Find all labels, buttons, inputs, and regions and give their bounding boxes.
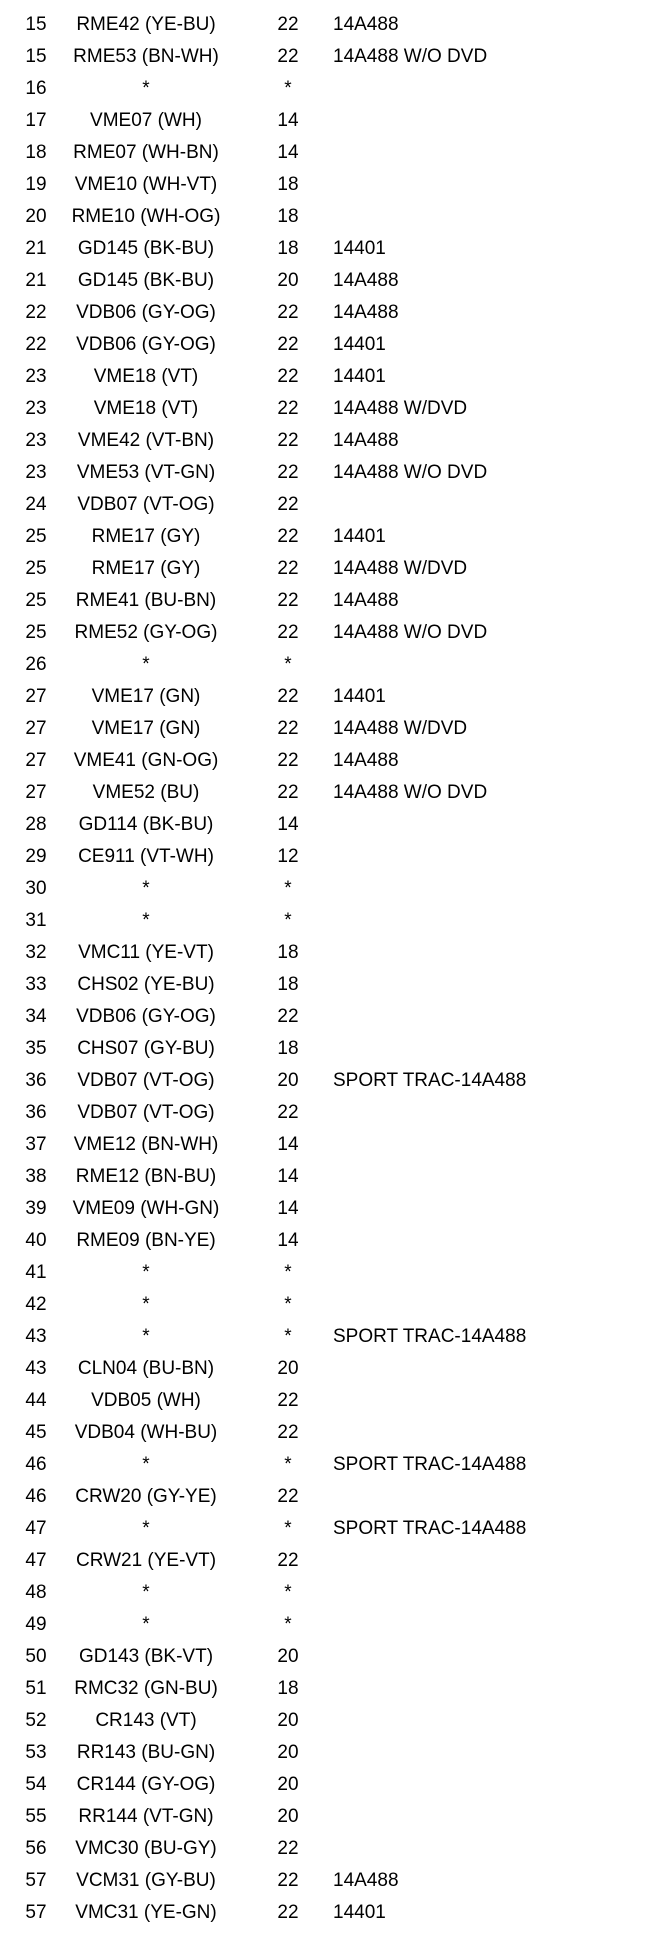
pin-cell: 23 [25, 398, 47, 419]
table-row [0, 1129, 672, 1161]
gauge-cell: 22 [277, 1870, 299, 1891]
note-cell: 14A488 [333, 430, 399, 451]
table-row [0, 41, 672, 73]
circuit-cell: VME41 (GN-OG) [73, 750, 219, 771]
circuit-cell: VME17 (GN) [91, 718, 201, 739]
table-row [0, 1897, 672, 1929]
table-row [0, 585, 672, 617]
circuit-cell: VDB07 (VT-OG) [77, 1070, 215, 1091]
gauge-cell: 20 [277, 1774, 299, 1795]
gauge-cell: 22 [277, 718, 299, 739]
pin-cell: 26 [25, 654, 47, 675]
gauge-cell: 18 [277, 1038, 299, 1059]
circuit-cell: CE911 (VT-WH) [78, 846, 214, 867]
table-row [0, 841, 672, 873]
table-row [0, 937, 672, 969]
pin-cell: 27 [25, 686, 47, 707]
pin-cell: 30 [25, 878, 47, 899]
pin-cell: 35 [25, 1038, 47, 1059]
gauge-cell: 20 [277, 1806, 299, 1827]
table-row [0, 1161, 672, 1193]
gauge-cell: 14 [277, 1198, 299, 1219]
table-row [0, 1769, 672, 1801]
pin-cell: 19 [25, 174, 47, 195]
pin-cell: 44 [25, 1390, 47, 1411]
table-row [0, 361, 672, 393]
gauge-cell: 20 [277, 1742, 299, 1763]
gauge-cell: 12 [277, 846, 299, 867]
circuit-cell: * [142, 878, 150, 899]
pin-cell: 47 [25, 1518, 47, 1539]
pin-cell: 23 [25, 430, 47, 451]
table-row [0, 1001, 672, 1033]
table-row [0, 1577, 672, 1609]
pin-cell: 36 [25, 1102, 47, 1123]
table-row [0, 1353, 672, 1385]
gauge-cell: 22 [277, 1390, 299, 1411]
gauge-cell: 22 [277, 590, 299, 611]
pin-cell: 23 [25, 462, 47, 483]
table-row [0, 1417, 672, 1449]
circuit-cell: RME12 (BN-BU) [75, 1166, 217, 1187]
gauge-cell: 22 [277, 1486, 299, 1507]
table-row [0, 1609, 672, 1641]
note-cell: 14401 [333, 1902, 386, 1923]
table-row [0, 1641, 672, 1673]
table-row [0, 617, 672, 649]
pin-cell: 56 [25, 1838, 47, 1859]
table-row [0, 1385, 672, 1417]
circuit-cell: GD145 (BK-BU) [77, 238, 215, 259]
table-row [0, 105, 672, 137]
circuit-cell: RME09 (BN-YE) [76, 1230, 216, 1251]
circuit-cell: VME18 (VT) [93, 398, 199, 419]
table-row [0, 745, 672, 777]
table-row [0, 809, 672, 841]
circuit-cell: * [142, 1294, 150, 1315]
table-row [0, 1097, 672, 1129]
table-row [0, 1449, 672, 1481]
circuit-cell: VDB07 (VT-OG) [77, 494, 215, 515]
circuit-cell: RME17 (GY) [91, 526, 201, 547]
circuit-cell: RR143 (BU-GN) [76, 1742, 216, 1763]
circuit-cell: CRW21 (YE-VT) [75, 1550, 217, 1571]
note-cell: 14A488 W/O DVD [333, 622, 488, 643]
pin-cell: 33 [25, 974, 47, 995]
pin-cell: 24 [25, 494, 47, 515]
circuit-cell: CR143 (VT) [95, 1710, 197, 1731]
gauge-cell: 22 [277, 622, 299, 643]
table-row [0, 713, 672, 745]
note-cell: 14A488 [333, 302, 399, 323]
pin-cell: 36 [25, 1070, 47, 1091]
pin-cell: 55 [25, 1806, 47, 1827]
note-cell: 14A488 W/DVD [333, 398, 468, 419]
circuit-cell: GD114 (BK-BU) [78, 814, 214, 835]
note-cell: 14A488 W/DVD [333, 718, 468, 739]
gauge-cell: * [284, 1294, 292, 1315]
pin-cell: 20 [25, 206, 47, 227]
gauge-cell: 20 [277, 1646, 299, 1667]
gauge-cell: 18 [277, 1678, 299, 1699]
gauge-cell: 18 [277, 974, 299, 995]
pin-cell: 48 [25, 1582, 47, 1603]
pin-cell: 22 [25, 302, 47, 323]
pin-cell: 21 [25, 270, 47, 291]
pin-cell: 27 [25, 750, 47, 771]
gauge-cell: 18 [277, 174, 299, 195]
circuit-cell: * [142, 654, 150, 675]
pin-cell: 46 [25, 1454, 47, 1475]
circuit-cell: GD143 (BK-VT) [78, 1646, 214, 1667]
pin-cell: 57 [25, 1870, 47, 1891]
pin-cell: 29 [25, 846, 47, 867]
circuit-cell: CLN04 (BU-BN) [77, 1358, 215, 1379]
gauge-cell: 14 [277, 1166, 299, 1187]
table-row [0, 329, 672, 361]
pin-cell: 31 [25, 910, 47, 931]
note-cell: 14401 [333, 334, 386, 355]
note-cell: 14A488 [333, 750, 399, 771]
gauge-cell: * [284, 1614, 292, 1635]
note-cell: 14A488 W/O DVD [333, 462, 488, 483]
circuit-cell: RMC32 (GN-BU) [74, 1678, 218, 1699]
pin-cell: 50 [25, 1646, 47, 1667]
gauge-cell: 22 [277, 1422, 299, 1443]
pin-cell: 23 [25, 366, 47, 387]
table-row [0, 201, 672, 233]
circuit-cell: VCM31 (GY-BU) [76, 1870, 216, 1891]
table-row [0, 137, 672, 169]
gauge-cell: 22 [277, 302, 299, 323]
gauge-cell: 22 [277, 1102, 299, 1123]
table-row [0, 1065, 672, 1097]
gauge-cell: 22 [277, 750, 299, 771]
pin-cell: 39 [25, 1198, 47, 1219]
table-row [0, 1705, 672, 1737]
circuit-cell: VME12 (BN-WH) [73, 1134, 219, 1155]
pin-cell: 43 [25, 1358, 47, 1379]
gauge-cell: 22 [277, 1902, 299, 1923]
pin-cell: 52 [25, 1710, 47, 1731]
pin-cell: 42 [25, 1294, 47, 1315]
gauge-cell: 20 [277, 1710, 299, 1731]
table-row [0, 649, 672, 681]
pin-cell: 46 [25, 1486, 47, 1507]
gauge-cell: 22 [277, 1006, 299, 1027]
circuit-cell: CHS07 (GY-BU) [77, 1038, 215, 1059]
circuit-cell: VDB06 (GY-OG) [76, 1006, 216, 1027]
gauge-cell: * [284, 1518, 292, 1539]
table-row [0, 169, 672, 201]
circuit-cell: * [142, 1454, 150, 1475]
circuit-cell: CR144 (GY-OG) [76, 1774, 216, 1795]
table-row [0, 1481, 672, 1513]
circuit-cell: RME17 (GY) [91, 558, 201, 579]
table-row [0, 1673, 672, 1705]
table-row [0, 905, 672, 937]
circuit-cell: VME42 (VT-BN) [77, 430, 215, 451]
table-row [0, 1257, 672, 1289]
circuit-cell: CRW20 (GY-YE) [75, 1486, 217, 1507]
circuit-cell: * [142, 78, 150, 99]
table-row [0, 1545, 672, 1577]
gauge-cell: * [284, 78, 292, 99]
gauge-cell: 18 [277, 238, 299, 259]
gauge-cell: 14 [277, 142, 299, 163]
gauge-cell: 22 [277, 1838, 299, 1859]
note-cell: 14A488 W/DVD [333, 558, 468, 579]
gauge-cell: 22 [277, 14, 299, 35]
circuit-cell: VME07 (WH) [90, 110, 202, 131]
pin-cell: 15 [25, 46, 47, 67]
circuit-cell: VME09 (WH-GN) [72, 1198, 220, 1219]
note-cell: 14A488 [333, 270, 399, 291]
table-row [0, 489, 672, 521]
gauge-cell: 22 [277, 334, 299, 355]
table-row [0, 393, 672, 425]
circuit-cell: VMC30 (BU-GY) [75, 1838, 217, 1859]
circuit-cell: RME52 (GY-OG) [74, 622, 218, 643]
pin-cell: 49 [25, 1614, 47, 1635]
circuit-cell: VDB06 (GY-OG) [76, 334, 216, 355]
circuit-cell: VME10 (WH-VT) [74, 174, 218, 195]
note-cell: SPORT TRAC-14A488 [333, 1326, 527, 1347]
circuit-cell: GD145 (BK-BU) [77, 270, 215, 291]
table-row [0, 1865, 672, 1897]
gauge-cell: * [284, 654, 292, 675]
table-row [0, 681, 672, 713]
gauge-cell: 22 [277, 494, 299, 515]
table-row [0, 9, 672, 41]
gauge-cell: * [284, 1454, 292, 1475]
gauge-cell: 22 [277, 462, 299, 483]
pin-cell: 47 [25, 1550, 47, 1571]
note-cell: SPORT TRAC-14A488 [333, 1454, 527, 1475]
pin-cell: 16 [25, 78, 47, 99]
gauge-cell: 14 [277, 110, 299, 131]
pin-cell: 45 [25, 1422, 47, 1443]
pin-cell: 18 [25, 142, 47, 163]
pin-cell: 27 [25, 782, 47, 803]
pin-cell: 25 [25, 526, 47, 547]
table-row [0, 73, 672, 105]
table-row [0, 1321, 672, 1353]
gauge-cell: 20 [277, 270, 299, 291]
pin-cell: 25 [25, 590, 47, 611]
circuit-cell: * [142, 1326, 150, 1347]
pin-cell: 22 [25, 334, 47, 355]
pin-cell: 57 [25, 1902, 47, 1923]
gauge-cell: 14 [277, 1230, 299, 1251]
table-row [0, 233, 672, 265]
circuit-cell: VME17 (GN) [91, 686, 201, 707]
pin-cell: 38 [25, 1166, 47, 1187]
gauge-cell: 18 [277, 942, 299, 963]
table-row [0, 1737, 672, 1769]
circuit-cell: VDB06 (GY-OG) [76, 302, 216, 323]
circuit-cell: RME07 (WH-BN) [73, 142, 219, 163]
table-row [0, 553, 672, 585]
table-row [0, 1033, 672, 1065]
table-row [0, 1833, 672, 1865]
gauge-cell: * [284, 1262, 292, 1283]
note-cell: 14A488 [333, 590, 399, 611]
pin-cell: 27 [25, 718, 47, 739]
gauge-cell: 22 [277, 526, 299, 547]
pin-cell: 25 [25, 558, 47, 579]
table-row [0, 1513, 672, 1545]
table-row [0, 521, 672, 553]
circuit-cell: RME10 (WH-OG) [71, 206, 221, 227]
pin-cell: 17 [25, 110, 47, 131]
pin-cell: 37 [25, 1134, 47, 1155]
table-row [0, 873, 672, 905]
table-row [0, 1225, 672, 1257]
note-cell: 14A488 W/O DVD [333, 46, 488, 67]
circuit-cell: VDB07 (VT-OG) [77, 1102, 215, 1123]
gauge-cell: 22 [277, 558, 299, 579]
pin-cell: 41 [25, 1262, 47, 1283]
gauge-cell: * [284, 1326, 292, 1347]
circuit-cell: VMC11 (YE-VT) [78, 942, 214, 963]
table-row [0, 969, 672, 1001]
gauge-cell: * [284, 878, 292, 899]
note-cell: 14401 [333, 526, 386, 547]
circuit-cell: VME53 (VT-GN) [76, 462, 216, 483]
gauge-cell: 22 [277, 782, 299, 803]
pinout-table [0, 9, 672, 1929]
table-row [0, 1801, 672, 1833]
gauge-cell: 20 [277, 1070, 299, 1091]
circuit-cell: * [142, 1518, 150, 1539]
pin-cell: 53 [25, 1742, 47, 1763]
circuit-cell: VME52 (BU) [92, 782, 200, 803]
pin-cell: 28 [25, 814, 47, 835]
circuit-cell: * [142, 1614, 150, 1635]
gauge-cell: 14 [277, 1134, 299, 1155]
gauge-cell: 14 [277, 814, 299, 835]
circuit-cell: * [142, 1582, 150, 1603]
note-cell: 14A488 [333, 14, 399, 35]
pin-cell: 43 [25, 1326, 47, 1347]
circuit-cell: RR144 (VT-GN) [78, 1806, 214, 1827]
circuit-cell: VME18 (VT) [93, 366, 199, 387]
circuit-cell: VMC31 (YE-GN) [75, 1902, 217, 1923]
gauge-cell: 22 [277, 430, 299, 451]
circuit-cell: * [142, 1262, 150, 1283]
note-cell: SPORT TRAC-14A488 [333, 1518, 527, 1539]
table-row [0, 297, 672, 329]
pin-cell: 51 [25, 1678, 47, 1699]
circuit-cell: VDB05 (WH) [91, 1390, 201, 1411]
note-cell: SPORT TRAC-14A488 [333, 1070, 527, 1091]
table-row [0, 457, 672, 489]
gauge-cell: 20 [277, 1358, 299, 1379]
gauge-cell: * [284, 1582, 292, 1603]
circuit-cell: * [142, 910, 150, 931]
table-row [0, 777, 672, 809]
table-row [0, 1193, 672, 1225]
pin-cell: 32 [25, 942, 47, 963]
gauge-cell: 22 [277, 1550, 299, 1571]
table-row [0, 1289, 672, 1321]
note-cell: 14A488 [333, 1870, 399, 1891]
circuit-cell: RME42 (YE-BU) [76, 14, 216, 35]
gauge-cell: 22 [277, 686, 299, 707]
gauge-cell: 22 [277, 366, 299, 387]
table-row [0, 425, 672, 457]
pin-cell: 34 [25, 1006, 47, 1027]
pin-cell: 54 [25, 1774, 47, 1795]
gauge-cell: 18 [277, 206, 299, 227]
circuit-cell: RME41 (BU-BN) [75, 590, 217, 611]
gauge-cell: 22 [277, 398, 299, 419]
note-cell: 14401 [333, 366, 386, 387]
gauge-cell: 22 [277, 46, 299, 67]
pin-cell: 21 [25, 238, 47, 259]
note-cell: 14401 [333, 686, 386, 707]
circuit-cell: VDB04 (WH-BU) [74, 1422, 218, 1443]
note-cell: 14401 [333, 238, 386, 259]
pin-cell: 25 [25, 622, 47, 643]
pin-cell: 15 [25, 14, 47, 35]
pin-cell: 40 [25, 1230, 47, 1251]
gauge-cell: * [284, 910, 292, 931]
note-cell: 14A488 W/O DVD [333, 782, 488, 803]
table-row [0, 265, 672, 297]
circuit-cell: CHS02 (YE-BU) [77, 974, 215, 995]
circuit-cell: RME53 (BN-WH) [73, 46, 219, 67]
